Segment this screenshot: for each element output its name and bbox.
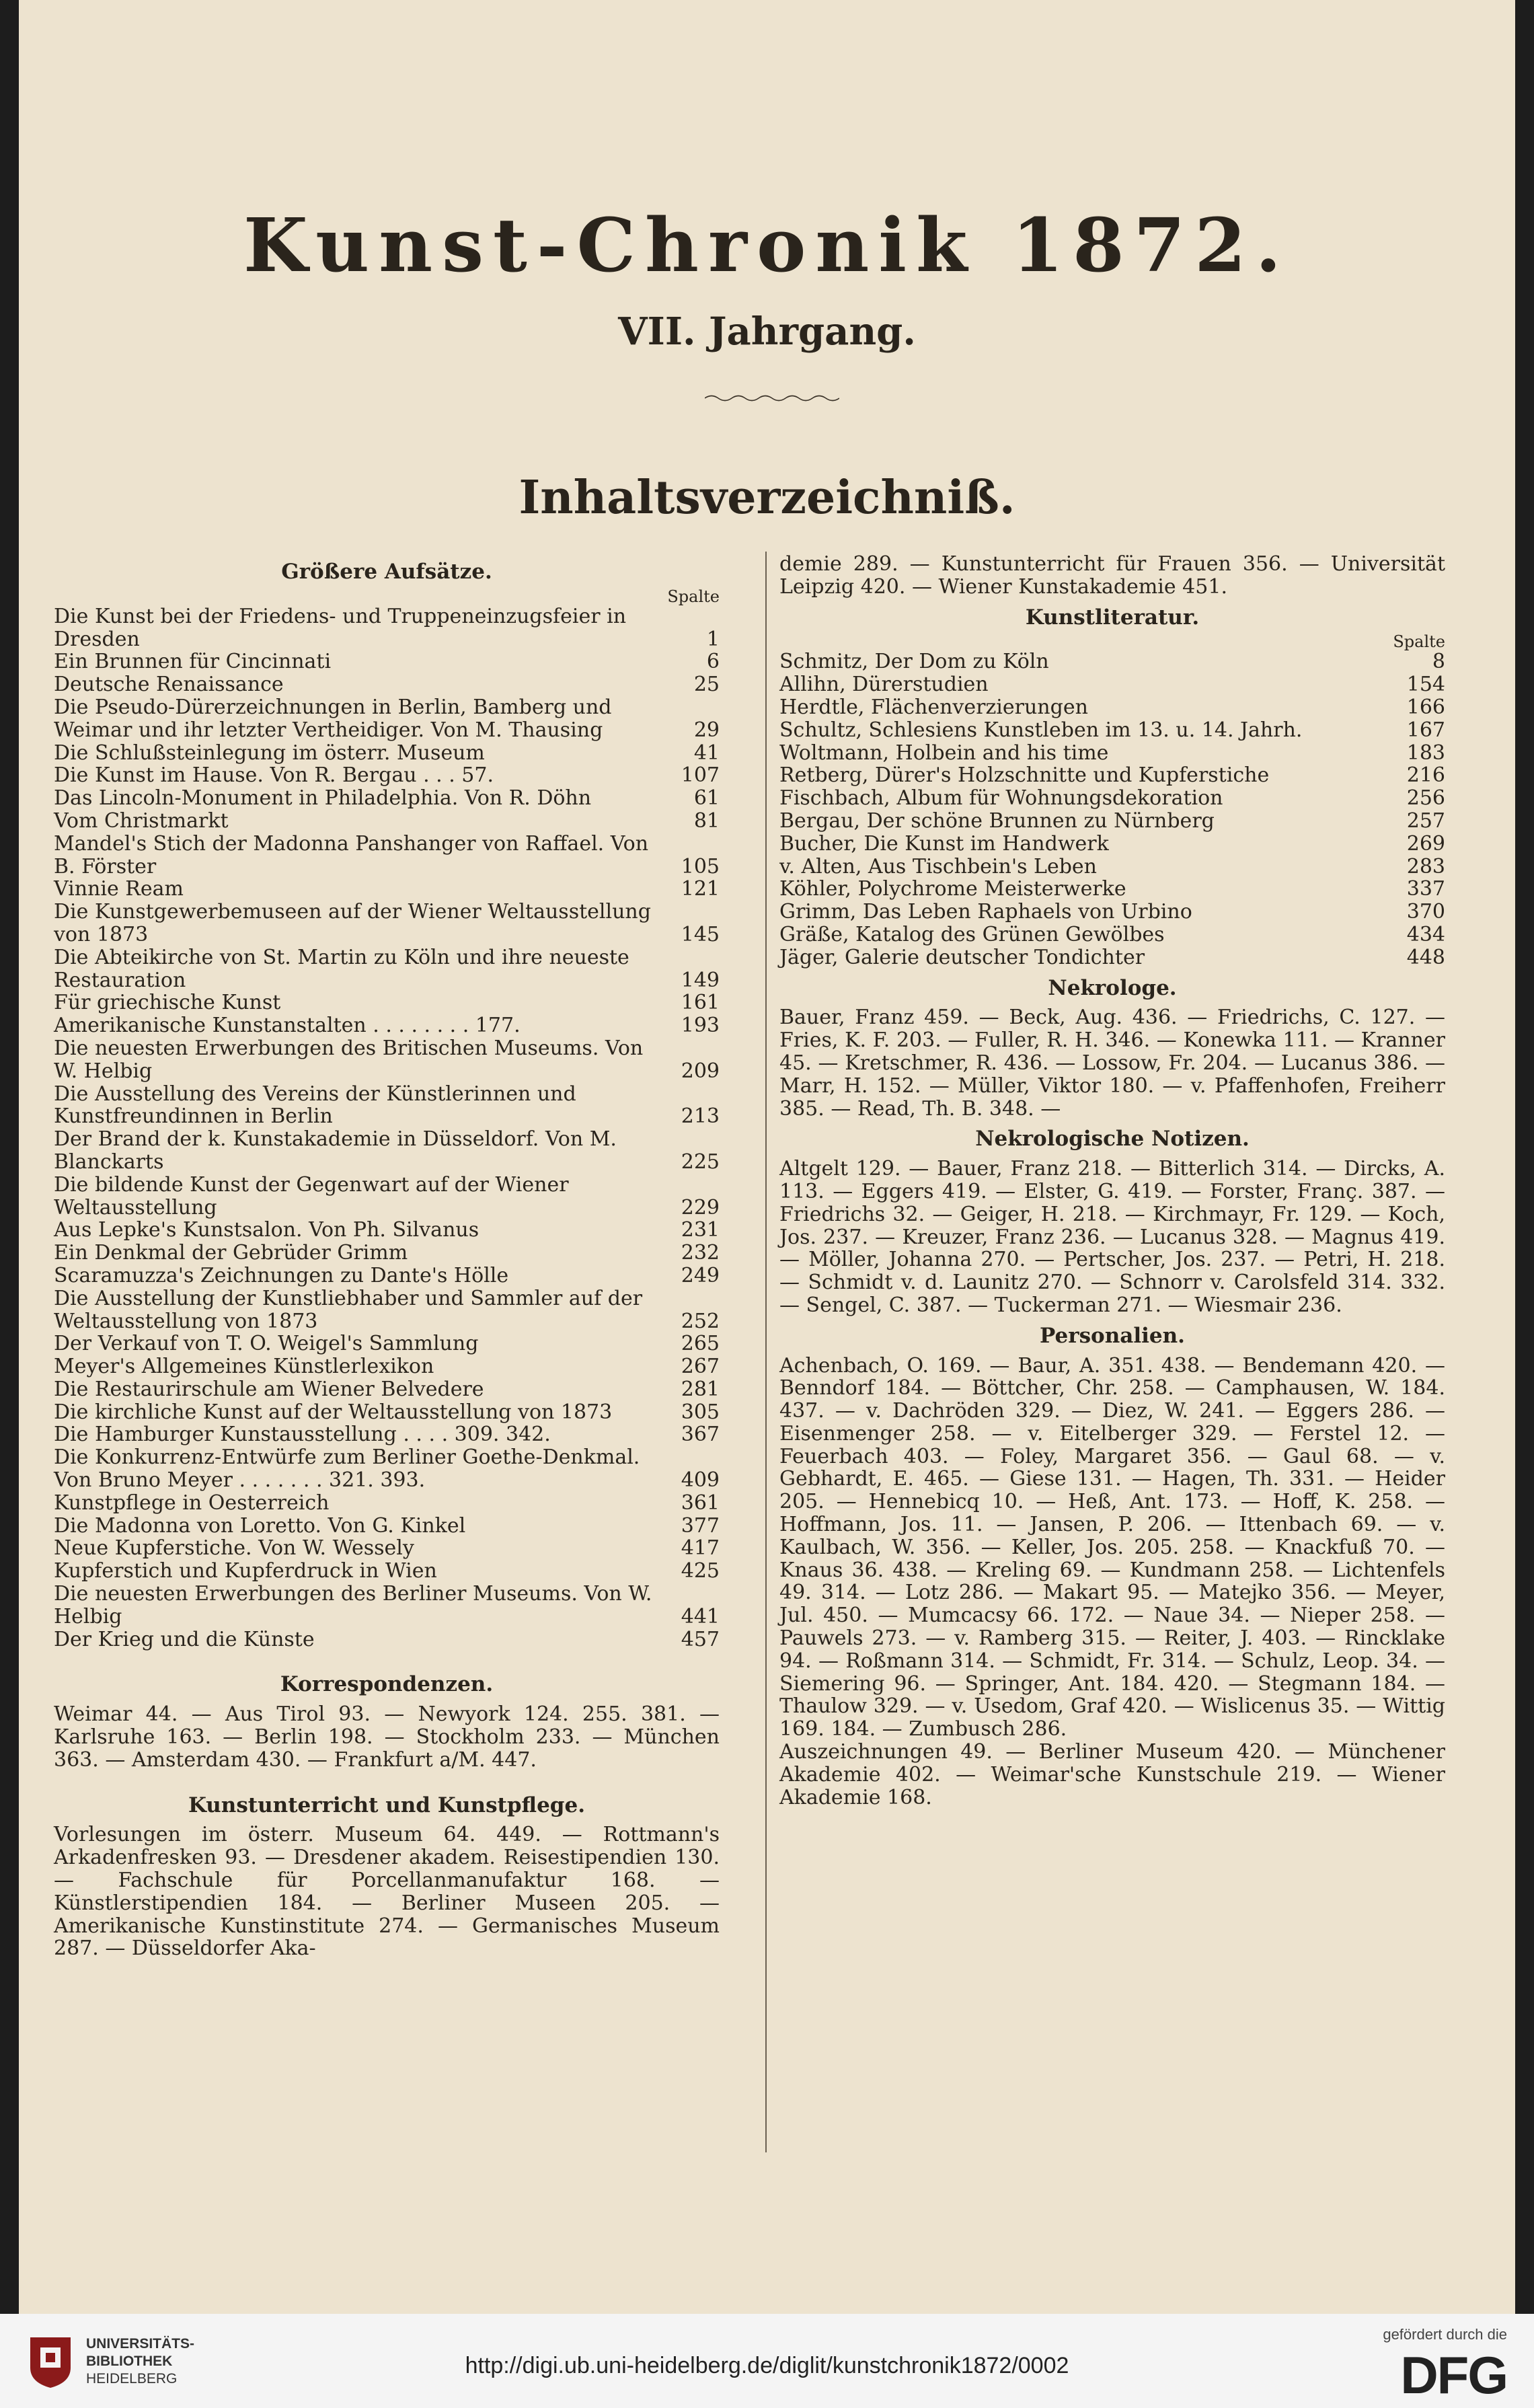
toc-entry-title: Vom Christmarkt (54, 808, 229, 833)
toc-entry-title: Die Abteikirche von St. Martin zu Köln und ihre neueste Restauration (54, 945, 629, 992)
toc-entry (779, 810, 1445, 833)
toc-entry-title: Die Ausstellung der Kunstliebhaber und Sammler auf der Weltausstellung von 1873 (54, 1286, 643, 1333)
toc-entry-page: 252 (681, 1309, 720, 1333)
toc-entry-title: Die Pseudo-Dürerzeichnungen in Berlin, Bamberg und Weimar und ihr letzter Vertheidiger. Von M. Thausing (54, 695, 612, 742)
toc-entry (779, 878, 1445, 901)
toc-entry-title: Mandel's Stich der Madonna Panshanger von Raffael. Von B. Förster (54, 831, 649, 878)
toc-entry (54, 1355, 720, 1378)
toc-entry-title: Die kirchliche Kunst auf der Weltausstellung von 1873 (54, 1400, 613, 1424)
toc-entry-page: 193 (681, 1014, 720, 1038)
toc-entry-page: 448 (1406, 945, 1445, 969)
toc-entry (54, 878, 720, 901)
toc-entry-title: Das Lincoln-Monument in Philadelphia. Von R. Döhn (54, 786, 592, 811)
toc-entry-title: Bucher, Die Kunst im Handwerk (779, 831, 1109, 856)
toc-entry (54, 946, 720, 992)
toc-entry (54, 1378, 720, 1401)
toc-entry-title: Köhler, Polychrome Meisterwerke (779, 877, 1126, 901)
toc-entry (54, 1492, 720, 1515)
toc-entry (54, 650, 720, 673)
column-divider (765, 552, 767, 2152)
toc-entry-title: Die bildende Kunst der Gegenwart auf der Wiener Weltausstellung (54, 1172, 569, 1219)
toc-entry-page: 417 (681, 1536, 720, 1560)
section-paragraph: Achenbach, O. 169. — Baur, A. 351. 438. — Bendemann 420. — Benndorf 184. — Böttcher, Chr. 258. — Camphausen, W. 184. 437. — v. Dachröden 329. — Diez, W. 241. — Eggers 286. — Eisenmenger 258. — v. Eitelberger 329. — Ferstel 12. — Feuerbach 403. — Foley, Margaret 356. — Gaul 68. — v. Gebhardt, E. 465. — Giese 131. — Hagen, Th. 331. — Heider 205. — Hennebicq 10. — Heß, Ant. 173. — Hoff, K. 258. — Hoffmann, Jos. 11. — Jansen, P. 206. — Ittenbach 69. — v. Kaulbach, W. 356. — Keller, Jos. 205. 258. — Knackfuß 70. — Knaus 36. 438. — Kreling 69. — Kundmann 258. — Lichtenfels 49. 314. — Lotz 286. — Makart 95. — Matejko 356. — Meyer, Jul. 450. — Mumcacsy 66. 172. — Naue 34. — Nieper 258. — Pauwels 273. — v. Ramberg 315. — Reiter, J. 403. — Rincklake 94. — Roßmann 314. — Schmidt, Fr. 314. — Schulz, Leop. 34. — Siemering 96. — Springer, Ant. 184. 420. — Stegmann 184. — Thaulow 329. — v. Usedom, Graf 420. — Wislicenus 35. — Wittig 169. 184. — Zumbusch 286. (779, 1353, 1445, 1741)
toc-entry-title: Die Kunst bei der Friedens- und Truppeneinzugsfeier in Dresden (54, 604, 627, 651)
toc-entry-title: v. Alten, Aus Tischbein's Leben (779, 854, 1097, 878)
toc-entry (54, 1560, 720, 1583)
toc-entry-page: 257 (1406, 808, 1445, 833)
toc-entry-page: 145 (681, 922, 720, 946)
toc-entry-page: 249 (681, 1263, 720, 1287)
toc-entry (54, 991, 720, 1014)
toc-entry-page: 441 (681, 1604, 720, 1628)
toc-entry (54, 1128, 720, 1174)
toc-entry-page: 409 (681, 1468, 720, 1493)
toc-entry-page: 161 (681, 991, 720, 1015)
spalte-label: Spalte (1393, 632, 1445, 652)
section-paragraph: Altgelt 129. — Bauer, Franz 218. — Bitterlich 314. — Dircks, A. 113. — Eggers 419. — Elster, G. 419. — Forster, Franç. 387. — Friedrichs 32. — Geiger, H. 218. — Kirchmayr, Fr. 129. — Koch, Jos. 237. — Kreuzer, Franz 236. — Lucanus 328. — Magnus 419. — Möller, Johanna 270. — Pertscher, Jos. 237. — Petri, H. 218. — Schmidt v. d. Launitz 270. — Schnorr v. Carolsfeld 314. 332. — Sengel, C. 387. — Tuckerman 271. — Wiesmair 236. (779, 1157, 1445, 1317)
toc-entry (779, 946, 1445, 969)
toc-entry-title: Der Brand der k. Kunstakademie in Düsseldorf. Von M. Blanckarts (54, 1127, 617, 1174)
toc-entry-title: Neue Kupferstiche. Von W. Wessely (54, 1536, 414, 1560)
toc-entry (54, 1446, 720, 1492)
toc-entry-page: 105 (681, 854, 720, 878)
toc-entry-title: Für griechische Kunst (54, 991, 281, 1015)
toc-entry-title: Amerikanische Kunstanstalten . . . . . . . . 177. (54, 1014, 521, 1038)
toc-entry-page: 213 (681, 1104, 720, 1129)
toc-entry-title: Jäger, Galerie deutscher Tondichter (779, 945, 1145, 969)
section-heading: Personalien. (1040, 1323, 1185, 1348)
funded-by-label: gefördert durch die (1383, 2326, 1507, 2343)
toc-entry-page: 229 (681, 1195, 720, 1219)
toc-entry-title: Herdtle, Flächenverzierungen (779, 695, 1088, 719)
toc-entry-page: 269 (1406, 831, 1445, 856)
section-paragraph: Auszeichnungen 49. — Berliner Museum 420. — Münchener Akademie 402. — Weimar'sche Kunstschule 219. — Wiener Akademie 168. (779, 1740, 1445, 1809)
section-heading: Nekrologe. (1048, 975, 1177, 1000)
toc-entry-title: Schmitz, Der Dom zu Köln (779, 650, 1049, 674)
toc-entry (54, 1515, 720, 1538)
toc-entry (779, 742, 1445, 765)
section-paragraph: Vorlesungen im österr. Museum 64. 449. — Rottmann's Arkadenfresken 93. — Dresdener akadem. Reisestipendien 130. — Fachschule für Porcellanmanufaktur 168. — Künstlerstipendien 184. — Berliner Museen 205. — Amerikanische Kunstinstitute 274. — Germanisches Museum 287. — Düsseldorfer Aka- (54, 1823, 720, 1961)
toc-entry-title: Schultz, Schlesiens Kunstleben im 13. u. 14. Jahrh. (779, 718, 1303, 742)
toc-entry-page: 166 (1406, 695, 1445, 719)
toc-entry-title: Die Schlußsteinlegung im österr. Museum (54, 741, 485, 765)
toc-entry-page: 225 (681, 1150, 720, 1174)
toc-title: Inhaltsverzeichniß. (519, 471, 1015, 525)
toc-entry-page: 305 (681, 1400, 720, 1424)
toc-entry-page: 232 (681, 1241, 720, 1265)
toc-entry-page: 209 (681, 1059, 720, 1083)
toc-entry-page: 25 (693, 673, 720, 697)
toc-entry-page: 267 (681, 1355, 720, 1379)
toc-entry (54, 1174, 720, 1219)
toc-entry-title: Retberg, Dürer's Holzschnitte und Kupferstiche (779, 763, 1270, 788)
toc-entry (779, 764, 1445, 787)
document-page (19, 0, 1515, 2314)
viewer-footer (0, 2314, 1534, 2408)
section-paragraph: Weimar 44. — Aus Tirol 93. — Newyork 124. 255. 381. — Karlsruhe 163. — Berlin 198. — Stockholm 233. — München 363. — Amsterdam 430. — Frankfurt a/M. 447. (54, 1702, 720, 1772)
section-heading: Kunstunterricht und Kunstpflege. (188, 1793, 585, 1817)
toc-entry-title: Der Verkauf von T. O. Weigel's Sammlung (54, 1332, 479, 1356)
toc-entry-page: 283 (1406, 854, 1445, 878)
toc-entry (779, 856, 1445, 878)
toc-entry-title: Fischbach, Album für Wohnungsdekoration (779, 786, 1223, 811)
toc-entry (54, 1423, 720, 1446)
toc-entry-page: 370 (1406, 900, 1445, 924)
toc-entry (779, 901, 1445, 924)
left-column (54, 553, 720, 1960)
toc-entry (54, 901, 720, 946)
toc-entry-title: Die Restaurirschule am Wiener Belvedere (54, 1377, 484, 1401)
university-library-name: UNIVERSITÄTS- BIBLIOTHEK HEIDELBERG (86, 2336, 195, 2386)
continuation-paragraph: demie 289. — Kunstunterricht für Frauen 356. — Universität Leipzig 420. — Wiener Kunstakademie 451. (779, 552, 1445, 599)
toc-entry (54, 1287, 720, 1333)
toc-entry-page: 265 (681, 1332, 720, 1356)
toc-list (54, 605, 720, 1651)
toc-entry-page: 361 (681, 1491, 720, 1515)
toc-entry-title: Die Konkurrenz-Entwürfe zum Berliner Goethe-Denkmal. Von Bruno Meyer . . . . . . . 321. 393. (54, 1445, 640, 1493)
toc-entry-title: Die Kunst im Hause. Von R. Bergau . . . 57. (54, 763, 494, 788)
toc-entry (779, 787, 1445, 810)
section-heading: Größere Aufsätze. (281, 560, 492, 584)
toc-entry (54, 742, 720, 765)
toc-entry-page: 434 (1406, 922, 1445, 946)
toc-entry-title: Die Kunstgewerbemuseen auf der Wiener Weltausstellung von 1873 (54, 900, 651, 946)
toc-entry-page: 6 (706, 650, 720, 674)
toc-entry (54, 673, 720, 696)
toc-entry (54, 764, 720, 787)
toc-entry-page: 425 (681, 1559, 720, 1583)
section-heading: Nekrologische Notizen. (975, 1127, 1250, 1152)
toc-entry-title: Woltmann, Holbein and his time (779, 741, 1109, 765)
toc-entry (54, 1037, 720, 1083)
toc-entry-title: Die Madonna von Loretto. Von G. Kinkel (54, 1513, 466, 1538)
toc-entry-title: Ein Brunnen für Cincinnati (54, 650, 332, 674)
toc-entry-page: 457 (681, 1627, 720, 1651)
toc-entry-page: 1 (706, 627, 720, 651)
toc-entry-title: Allihn, Dürerstudien (779, 673, 989, 697)
toc-entry-title: Bergau, Der schöne Brunnen zu Nürnberg (779, 808, 1215, 833)
toc-entry-page: 367 (681, 1423, 720, 1447)
toc-entry (779, 650, 1445, 673)
toc-entry-title: Vinnie Ream (54, 877, 184, 901)
toc-entry (779, 696, 1445, 719)
toc-entry (54, 1083, 720, 1129)
toc-entry (54, 1537, 720, 1560)
toc-entry-title: Gräße, Katalog des Grünen Gewölbes (779, 922, 1165, 946)
toc-entry (54, 1219, 720, 1242)
toc-entry-page: 41 (693, 741, 720, 765)
toc-entry-title: Grimm, Das Leben Raphaels von Urbino (779, 900, 1192, 924)
toc-entry-title: Kunstpflege in Oesterreich (54, 1491, 330, 1515)
right-column (779, 553, 1445, 1809)
toc-entry (54, 1242, 720, 1265)
toc-entry-page: 183 (1406, 741, 1445, 765)
toc-entry-title: Meyer's Allgemeines Künstlerlexikon (54, 1355, 434, 1379)
toc-entry (54, 787, 720, 810)
toc-entry (54, 810, 720, 833)
section-heading: Kunstliteratur. (1025, 605, 1200, 630)
toc-entry (54, 1583, 720, 1628)
toc-entry (54, 1332, 720, 1355)
ornament-divider (705, 393, 839, 403)
toc-entry (54, 605, 720, 651)
toc-entry-title: Die neuesten Erwerbungen des Berliner Museums. Von W. Helbig (54, 1582, 652, 1628)
toc-entry-page: 167 (1406, 718, 1445, 742)
toc-entry-page: 377 (681, 1513, 720, 1538)
toc-entry-title: Aus Lepke's Kunstsalon. Von Ph. Silvanus (54, 1218, 480, 1242)
section-heading: Korrespondenzen. (280, 1672, 494, 1697)
toc-entry (779, 719, 1445, 742)
toc-entry-title: Die neuesten Erwerbungen des Britischen Museums. Von W. Helbig (54, 1036, 644, 1083)
toc-entry-title: Deutsche Renaissance (54, 673, 284, 697)
toc-entry-page: 216 (1406, 763, 1445, 788)
toc-entry (54, 1628, 720, 1651)
toc-entry (779, 673, 1445, 696)
toc-entry-title: Die Hamburger Kunstausstellung . . . . 309. 342. (54, 1423, 551, 1447)
toc-list (779, 650, 1445, 969)
toc-entry-page: 107 (681, 763, 720, 788)
toc-entry-title: Scaramuzza's Zeichnungen zu Dante's Hölle (54, 1263, 509, 1287)
volume-subtitle: VII. Jahrgang. (618, 309, 916, 354)
toc-entry-page: 61 (693, 786, 720, 811)
toc-entry (54, 833, 720, 878)
page-title: Kunst-Chronik 1872. (243, 202, 1291, 289)
toc-entry-page: 149 (681, 968, 720, 992)
toc-entry-title: Die Ausstellung des Vereins der Künstlerinnen und Kunstfreundinnen in Berlin (54, 1082, 576, 1129)
toc-entry-page: 281 (681, 1377, 720, 1401)
source-url[interactable]: http://digi.ub.uni-heidelberg.de/diglit/kunstchronik1872/0002 (465, 2353, 1069, 2378)
toc-entry (54, 1265, 720, 1287)
toc-entry-page: 8 (1432, 650, 1445, 674)
toc-entry-title: Kupferstich und Kupferdruck in Wien (54, 1559, 437, 1583)
toc-entry-title: Ein Denkmal der Gebrüder Grimm (54, 1241, 408, 1265)
toc-entry (779, 833, 1445, 856)
section-paragraph: Bauer, Franz 459. — Beck, Aug. 436. — Friedrichs, C. 127. — Fries, K. F. 203. — Fuller, R. H. 346. — Konewka 111. — Kranner 45. — Kretschmer, R. 436. — Lossow, Fr. 204. — Lucanus 386. — Marr, H. 152. — Müller, Viktor 180. — v. Pfaffenhofen, Freiherr 385. — Read, Th. B. 348. — (779, 1006, 1445, 1121)
toc-entry-page: 121 (681, 877, 720, 901)
dfg-logo: DFG (1400, 2345, 1507, 2405)
toc-entry (779, 924, 1445, 946)
spalte-label: Spalte (667, 587, 720, 606)
toc-entry-page: 154 (1406, 673, 1445, 697)
toc-entry-page: 29 (693, 718, 720, 742)
toc-entry-page: 256 (1406, 786, 1445, 811)
toc-entry-page: 231 (681, 1218, 720, 1242)
toc-entry-page: 337 (1406, 877, 1445, 901)
toc-entry (54, 1014, 720, 1037)
toc-entry-page: 81 (693, 808, 720, 833)
toc-entry (54, 696, 720, 742)
toc-entry-title: Der Krieg und die Künste (54, 1627, 315, 1651)
toc-entry (54, 1401, 720, 1424)
